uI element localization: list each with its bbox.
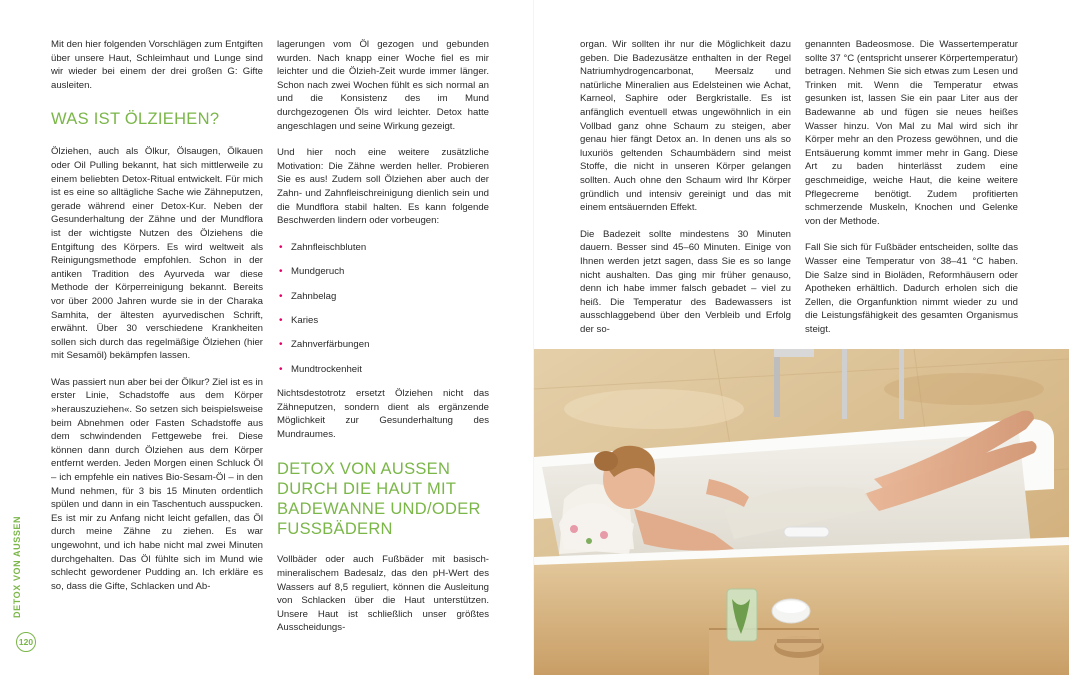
- list-item: • Karies: [279, 314, 319, 326]
- paragraph: Fall Sie sich für Fußbäder entscheiden, sollte das Wasser eine Temperatur von 38–41 °C haben. Die Salze sind in Bioläden, Reformhäusern oder Apotheken erhältlich. Dadurch erholen sich die Zellen, die Organfunktion nimmt wieder zu und die Leistungsfähigkeit des gesamten Organismus steigt.: [805, 242, 1018, 335]
- page-number: 120: [16, 632, 36, 652]
- column-3: [580, 38, 791, 349]
- column-2: [277, 38, 489, 648]
- list-item: • Zahnverfärbungen: [279, 339, 370, 351]
- paragraph: Ölziehen, auch als Ölkur, Ölsaugen, Ölkauen oder Oil Pulling bekannt, hat sich mittlerweile zu einem beliebten Detox-Ritual entwickelt. Für mich ist es eine so alltägliche Sache wie Zähneputzen, gerade während einer Detox-Kur. Neben der Gesunderhaltung der Zähne und der Mundflora ist der wichtigste Nutzen des Ölziehens die Entgiftung des Körpers. Es wird weltweit als Reinigungsmethode empfohlen. Schon in der antiken Tradition des Ayurveda war diese Methode der Körperreinigung bekannt. Bereits vor über 2000 Jahren wurde sie in der Charaka Samhita, der ältesten ayurvedischen Schrift, erwähnt. Über 30 verschiedene Krankheiten sollen sich durch das regelmäßige Ölziehen (hier mit Sesamöl) bekämpfen lassen.: [51, 146, 263, 362]
- paragraph: Die Badezeit sollte mindestens 30 Minuten dauern. Besser sind 45–60 Minuten. Einige von Ihnen werden jetzt sagen, dass Sie es so lange nicht aushalten. Das ging mir früher genauso, denn ich habe immer falsch gebadet – viel zu heiß. Die Temperatur des Badewassers ist ausschlaggebend über den Verbleib und Erfolg der so-: [580, 228, 791, 335]
- bath-photo: [534, 349, 1069, 675]
- paragraph: organ. Wir sollten ihr nur die Möglichkeit dazu geben. Die Badezusätze enthalten in der Regel Natriumhydrogencarbonat, Meersalz und natürliche Mineralien aus Edelsteinen wie Achat, Karneol, Saphire oder Bergkristalle. Es ist anfänglich eventuell etwas ungewöhnlich in ein Vollbad ganz ohne Schaum zu steigen, aber genau hier fängt Detox an. In denen uns als so luxuriös geltenden Schaumbädern sind meist Stoffe, die nicht in unseren Körper gelangen sollten. Auch ohne den Schaum wird Ihr Körper gründlich und intensiv gereinigt und das mit einem entsäuernden Effekt.: [580, 39, 791, 214]
- bullet-icon: •: [279, 339, 283, 351]
- paragraph: Vollbäder oder auch Fußbäder mit basisch-mineralischem Badesalz, das den pH-Wert des Wassers auf 8,5 reguliert, können die Ausleitung von Schlacken über die Haut unterstützen. Unsere Haut ist schließlich unser größtes Ausscheidungs-: [277, 554, 489, 634]
- paragraph: lagerungen vom Öl gezogen und gebunden wurden. Nach knapp einer Woche fiel es mir leichter und die Ölzieh-Zeit wurde immer länger. Schon nach zwei Wochen fühlt es sich normal an und die Konsistenz des im Mund durchgezogenen Öls wird leichter. Detox hatte angeschlagen und seine Wirkung gezeigt.: [277, 39, 489, 132]
- heading-oil-pulling: WAS IST ÖLZIEHEN?: [51, 110, 220, 129]
- section-side-label: [10, 515, 32, 620]
- heading-detox-skin: DETOX VON AUSSEN DURCH DIE HAUT MIT BADEWANNE UND/ODER FUSSBÄDERN: [277, 460, 481, 539]
- intro-paragraph: Mit den hier folgenden Vorschlägen zum Entgiften über unsere Haut, Schleimhaut und Lunge sind wir wieder bei einem der drei großen G: Gifte ausleiten.: [51, 39, 263, 91]
- bullet-icon: •: [279, 290, 283, 302]
- column-1: [51, 38, 263, 606]
- bullet-icon: •: [279, 266, 283, 278]
- bullet-icon: •: [279, 363, 283, 375]
- paragraph: genannten Badeosmose. Die Wassertemperatur sollte 37 °C (entspricht unserer Körpertemperatur) betragen. Nehmen Sie sich etwas zum Lesen und Trinken mit. Wenn die Temperatur etwas gesunken ist, lassen Sie ein paar Liter aus der Badewanne ab und fügen sie neues heißes Wasser hinzu. Von Mal zu Mal wird sich ihr Körper mehr an den Prozess gewöhnen, und die Entsäuerung kommt immer mehr in Gang. Diese Art zu baden hinterlässt zudem eine geschmeidige, weiche Haut, die keine weitere Pflegecreme benötigt. Zudem profitierten schmerzende Muskeln, Knochen und Gelenke von der Methode.: [805, 39, 1018, 227]
- bullet-icon: •: [279, 314, 283, 326]
- complaints-list: [277, 241, 489, 377]
- section-label-text: DETOX VON AUSSEN: [12, 515, 22, 618]
- list-item: • Mundtrockenheit: [279, 363, 362, 375]
- paragraph: Nichtsdestotrotz ersetzt Ölziehen nicht das Zähneputzen, sondern dient als ergänzende Möglichkeit zur Gesunderhaltung des Mundraumes.: [277, 388, 489, 440]
- bath-photo-illustration: [534, 349, 1069, 675]
- bullet-icon: •: [279, 241, 283, 253]
- paragraph: Und hier noch eine weitere zusätzliche Motivation: Die Zähne werden heller. Probieren Sie es aus! Zudem soll Ölziehen aber auch der Zahn- und Zahnfleischreinigung dienlich sein und die Mundflora stabil halten. Es kann folgende Beschwerden lindern oder vorbeugen:: [277, 147, 489, 227]
- list-item: • Zahnbelag: [279, 290, 337, 302]
- paragraph: Was passiert nun aber bei der Ölkur? Ziel ist es in erster Linie, Schadstoffe aus dem Körper »herauszuziehen«. So setzen sich beispielsweise beim Abnehmen oder Fasten Schadstoffe aus dem schwindenden Fettgewebe frei. Diese können dann durch Ölziehen aus dem Körper entfernt werden. Jeden Morgen einen Schluck Öl – ich empfehle ein natives Bio-Sesam-Öl – in den Mund nehmen, für 3 bis 15 Minuten ordentlich spülen und dann in ein Taschentuch ausspucken. Es ist mir zu Anfang nicht leicht gefallen, das Öl durch meine Zähne zu ziehen. Es war ungewohnt, und ich habe nicht mal zwei Minuten durchgehalten. Das Öl fühlte sich im Mund wie schlecht gewordener Pudding an. Ich erkläre es so, dass die Gifte, Schlacken und Ab-: [51, 376, 263, 592]
- list-item: • Mundgeruch: [279, 266, 345, 278]
- column-4: [805, 38, 1018, 349]
- left-page: [0, 0, 534, 675]
- list-item: • Zahnfleischbluten: [279, 241, 367, 253]
